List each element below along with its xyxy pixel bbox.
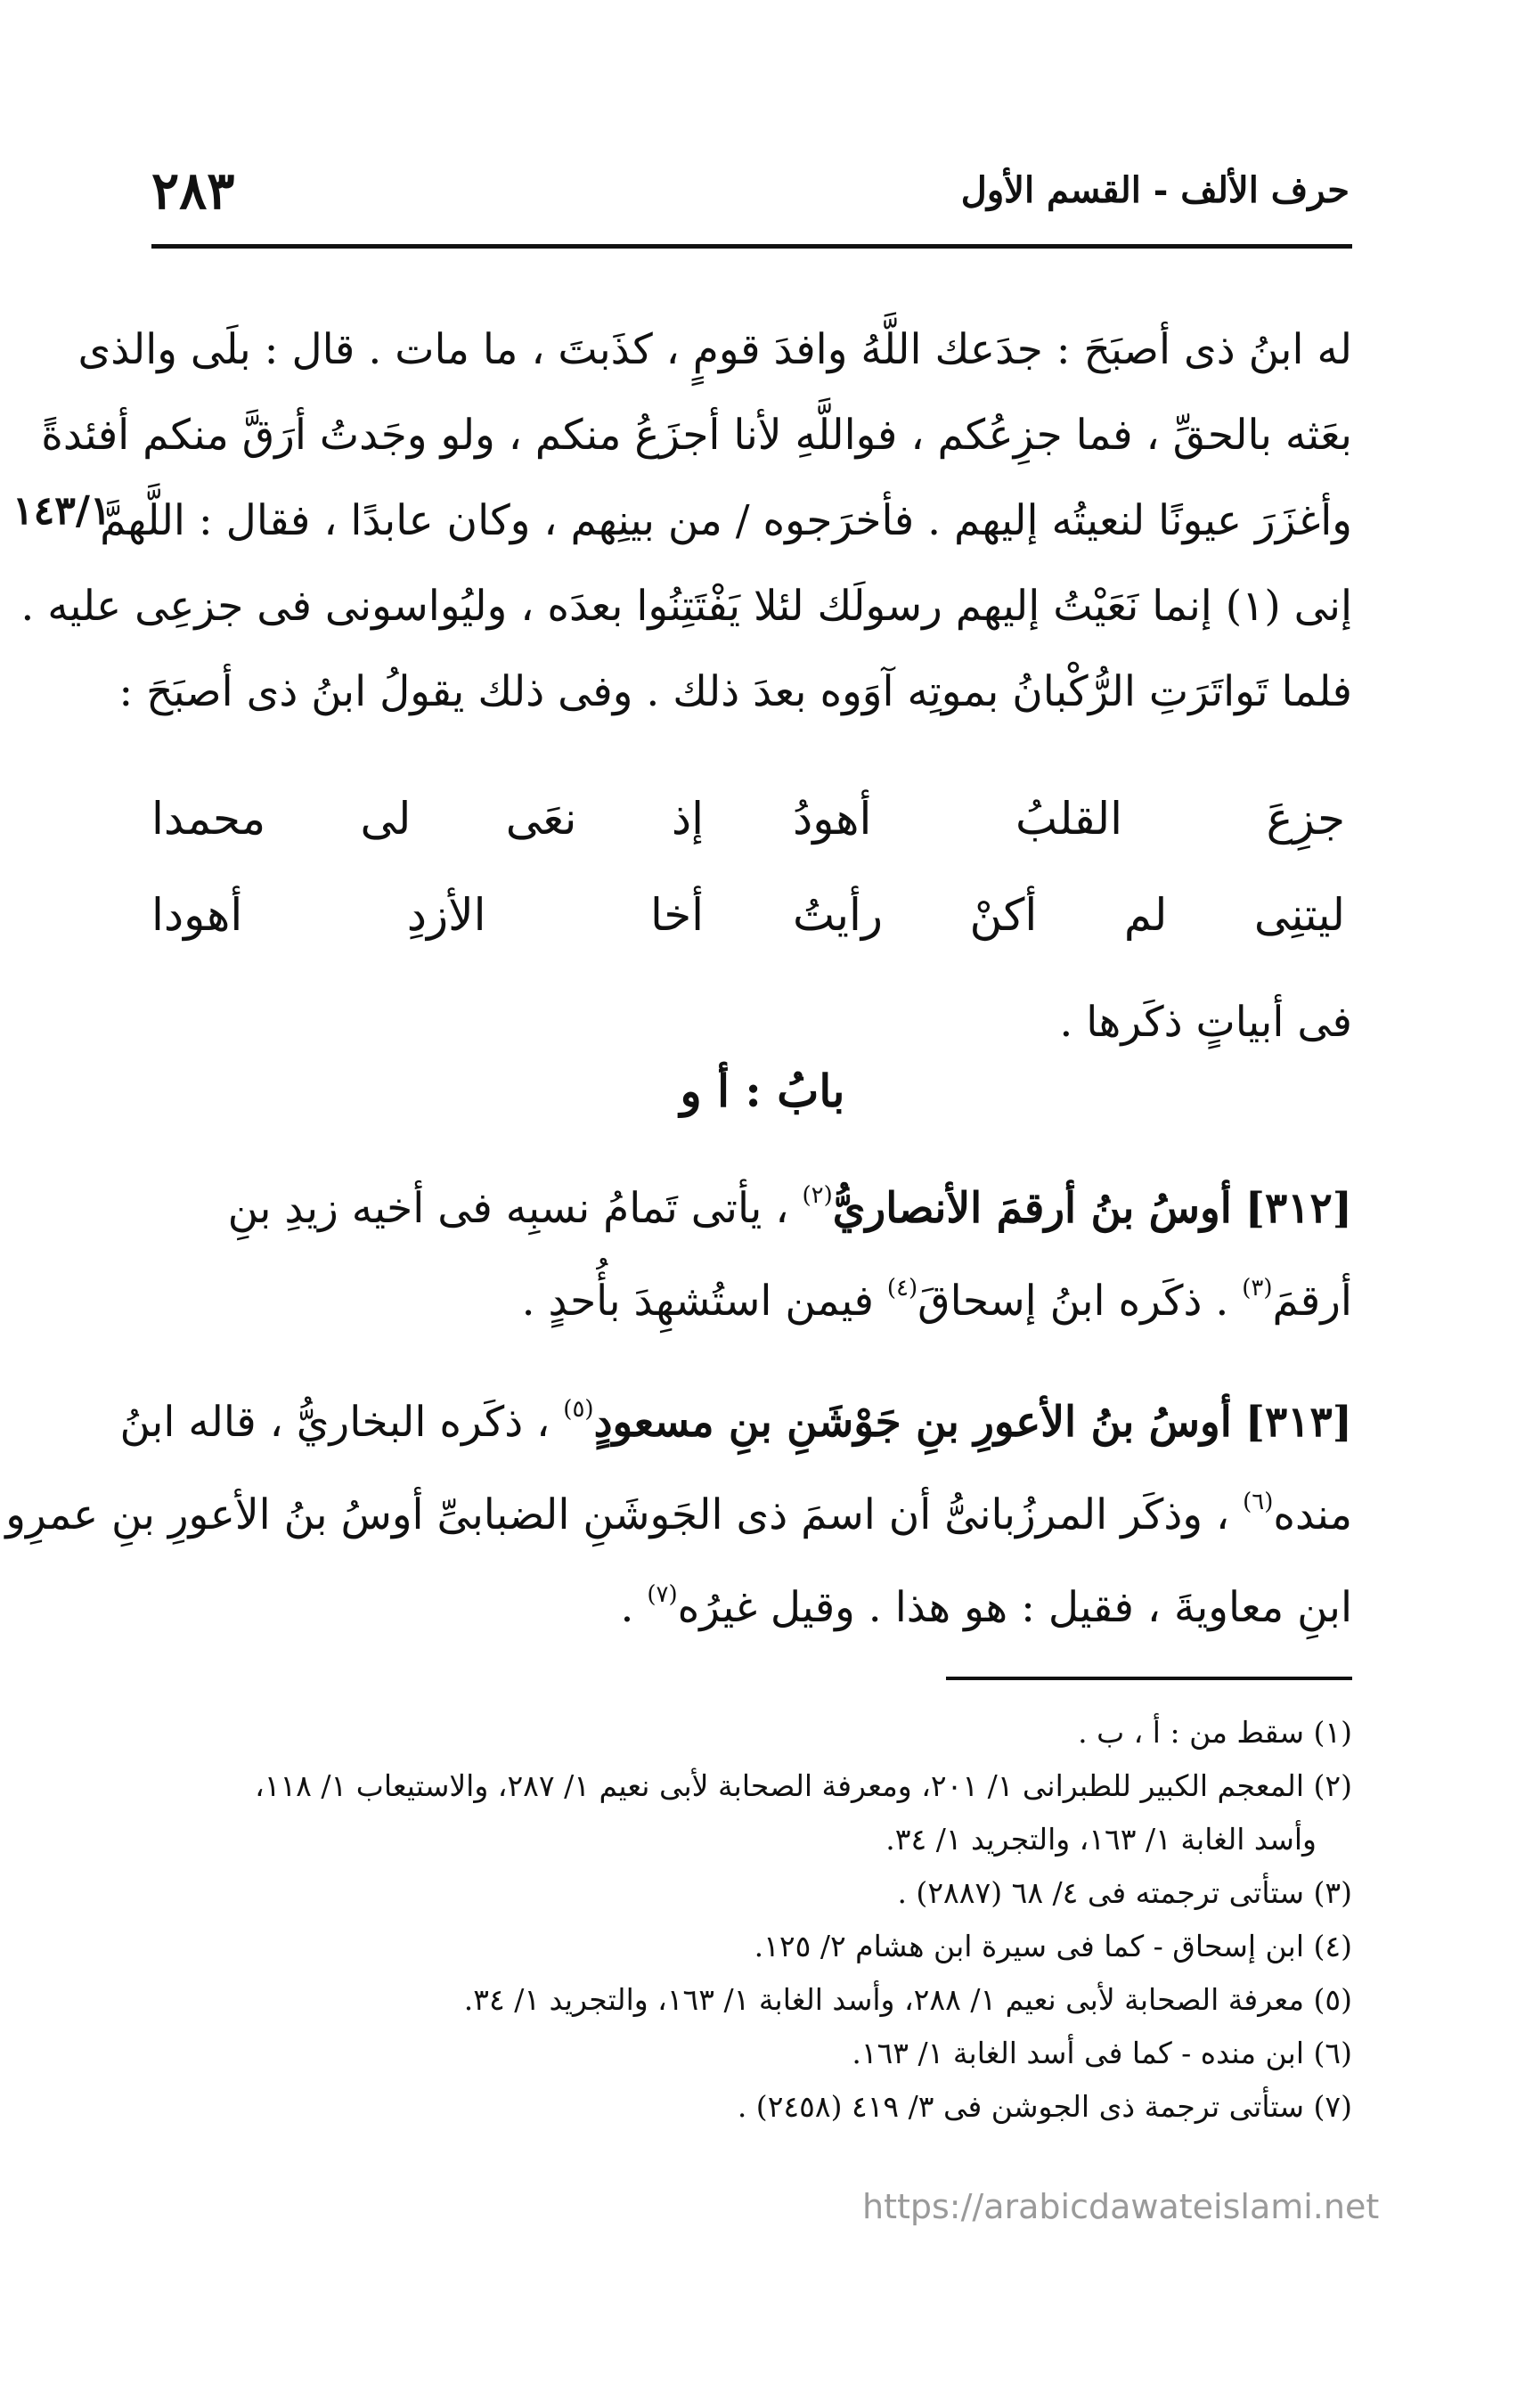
- page-number: ٢٨٣: [151, 160, 235, 221]
- entry-name: أوسُ بنُ الأعورِ بنِ جَوْشَنِ بنِ مسعودٍ: [593, 1398, 1232, 1447]
- entry-line: [119, 1363, 1352, 1456]
- footnote-separator: [946, 1677, 1352, 1680]
- entry-text: ، ذكَره البخاريُّ ، قاله ابنُ: [119, 1398, 564, 1447]
- footnote-ref: (٢): [802, 1182, 833, 1209]
- poem: [151, 793, 1345, 985]
- body-line: وأغزَرَ عيونًا لنعيتُه إليهم . فأخرَجوه / من بينِهم ، وكان عابدًا ، فقال : اللَّهمَّ: [100, 496, 1352, 545]
- verse-first-hemistich: ليتنِى لم أكنْ رأيتُ: [793, 889, 1345, 941]
- verse-second-hemistich: إذ نعَى لى محمدا: [151, 793, 704, 845]
- entry-number: [٣١٢]: [1244, 1184, 1352, 1233]
- entry-line: [143, 1242, 1352, 1335]
- footnote: (٣) ستأتى ترجمته فى ٤/ ٦٨ (٢٨٨٧) .: [897, 1875, 1352, 1910]
- verse-first-hemistich: جزِعَ القلبُ أهودُ: [793, 793, 1345, 845]
- entry-line: [5, 1456, 1352, 1548]
- footnote-continuation: وأسد الغابة ١/ ١٦٣، والتجريد ١/ ٣٤.: [885, 1822, 1317, 1857]
- entry-line: [143, 1548, 1352, 1641]
- entry-text: . ذكَره ابنُ إسحاقَ: [917, 1277, 1243, 1326]
- entry-line: [143, 1149, 1352, 1242]
- footnote: (٢) المعجم الكبير للطبرانى ١/ ٢٠١، ومعرفة الصحابة لأبى نعيم ١/ ٢٨٧، والاستيعاب ١/ ١١٨،: [255, 1768, 1352, 1803]
- running-title: حرف الألف - القسم الأول: [960, 169, 1350, 211]
- margin-note: ١٤٣/١: [12, 488, 111, 534]
- verse-line: [151, 793, 1345, 889]
- entry-text: منده: [1273, 1490, 1352, 1539]
- footnote-ref: (٧): [647, 1581, 678, 1608]
- entry-313: [5, 1363, 1352, 1641]
- chapter-heading: بابُ : أ و: [680, 1065, 845, 1117]
- page-header: [151, 160, 1350, 223]
- header-rule: [151, 244, 1352, 249]
- entry-text: ، وذكَر المرزُبانىُّ أن اسمَ ذى الجَوشَنِ الضبابىِّ أوسُ بنُ الأعورِ بنِ عمرِو: [5, 1490, 1244, 1539]
- watermark-url: https://arabicdawateislami.net: [862, 2187, 1380, 2226]
- body-line: إنى (١) إنما نَعَيْتُ إليهم رسولَك لئلا يَفْتَتِنُوا بعدَه ، وليُواسونى فى جزعِى عليه .: [20, 582, 1352, 631]
- footnote: (١) سقط من : أ ، ب .: [1078, 1715, 1352, 1750]
- after-verse-text: فى أبياتٍ ذكَرها .: [1059, 998, 1352, 1047]
- body-line: بعَثه بالحقِّ ، فما جزِعُكم ، فواللَّهِ لأنا أجزَعُ منكم ، ولو وجَدتُ أرَقَّ منكم أفئدةً: [41, 411, 1352, 460]
- footnote: (٦) ابن منده - كما فى أسد الغابة ١/ ١٦٣.: [852, 2036, 1352, 2070]
- entry-text: ابنِ معاويةَ ، فقيل : هو هذا . وقيل غيرُه: [677, 1583, 1352, 1632]
- footnote-ref: (٣): [1242, 1275, 1273, 1302]
- entry-number: [٣١٣]: [1244, 1398, 1352, 1447]
- entry-text: أرقمَ: [1272, 1277, 1352, 1326]
- footnote-ref: (٦): [1243, 1489, 1274, 1515]
- entry-text: فيمن استُشهِدَ بأُحدٍ .: [521, 1277, 887, 1326]
- footnotes: [143, 1706, 1352, 2134]
- entry-312: [143, 1149, 1352, 1335]
- verse-second-hemistich: أخا الأزدِ أهودا: [151, 889, 704, 941]
- entry-text: ، يأتى تَمامُ نسبِه فى أخيه زيدِ بنِ: [227, 1184, 803, 1233]
- footnote: (٥) معرفة الصحابة لأبى نعيم ١/ ٢٨٨، وأسد الغابة ١/ ١٦٣، والتجريد ١/ ٣٤.: [463, 1982, 1352, 2017]
- footnote-ref: (٤): [886, 1275, 918, 1302]
- entry-name: أوسُ بنُ أرقمَ الأنصاريُّ: [832, 1184, 1232, 1233]
- verse-line: [151, 889, 1345, 985]
- entry-text: .: [620, 1583, 648, 1632]
- footnote: (٤) ابن إسحاق - كما فى سيرة ابن هشام ٢/ ١٢٥.: [754, 1929, 1352, 1963]
- footnote: (٧) ستأتى ترجمة ذى الجوشن فى ٣/ ٤١٩ (٢٤٥٨) .: [737, 2089, 1352, 2124]
- body-line: فلما تَواتَرَتِ الرُّكْبانُ بموتِه آوَوه بعدَ ذلك . وفى ذلك يقولُ ابنُ ذى أصبَحَ :: [118, 667, 1352, 716]
- footnote-ref: (٥): [563, 1396, 594, 1423]
- body-line: له ابنُ ذى أصبَحَ : جدَعك اللَّهُ وافدَ قومٍ ، كذَبتَ ، ما مات . قال : بلَى والذى: [77, 325, 1352, 374]
